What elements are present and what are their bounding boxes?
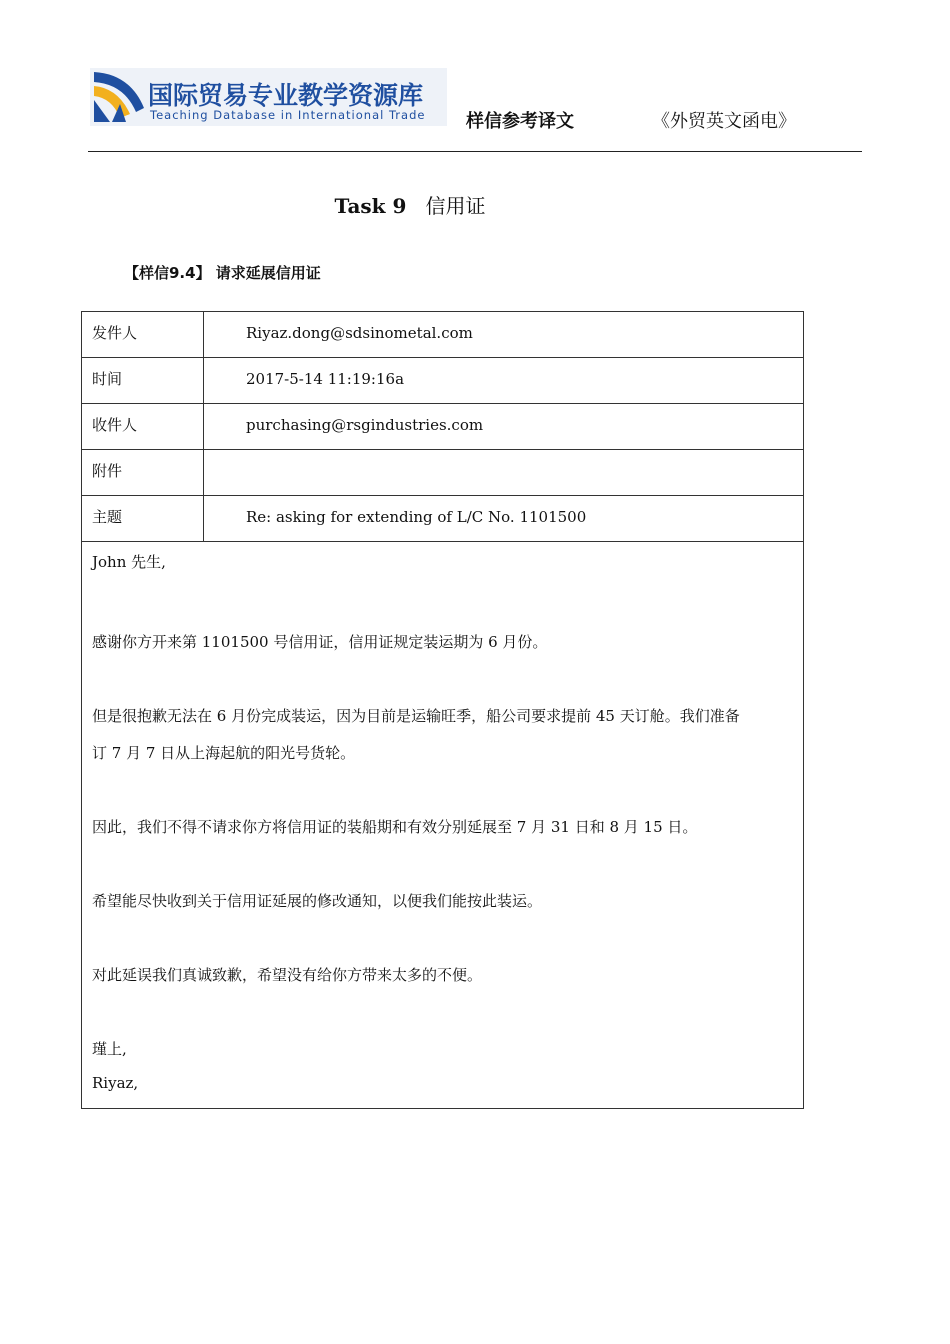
table-row xyxy=(82,496,804,542)
body-paragraph: 因此，我们不得不请求你方将信用证的装船期和有效分别延展至 7 月 31 日和 8 月 15 日。 xyxy=(92,818,698,836)
body-paragraph: 订 7 月 7 日从上海起航的阳光号货轮。 xyxy=(92,744,356,762)
email-body xyxy=(82,542,804,1109)
document-type: 样信参考译文 xyxy=(466,111,574,132)
body-paragraph: 希望能尽快收到关于信用证延展的修改通知，以便我们能按此装运。 xyxy=(92,892,543,910)
sender-value: Riyaz.dong@sdsinometal.com xyxy=(204,312,804,358)
field-label: 主题 xyxy=(82,496,204,542)
field-label: 发件人 xyxy=(82,312,204,358)
attachment-value xyxy=(204,450,804,496)
field-label: 收件人 xyxy=(82,404,204,450)
table-row xyxy=(82,542,804,1109)
logo xyxy=(90,68,447,126)
signature: Riyaz, xyxy=(92,1074,139,1092)
page-title xyxy=(0,190,820,219)
closing: 瑾上, xyxy=(92,1040,127,1058)
task-topic: 信用证 xyxy=(425,194,486,218)
field-label: 时间 xyxy=(82,358,204,404)
logo-english-text: Teaching Database in International Trade xyxy=(150,108,426,122)
greeting: John 先生, xyxy=(92,553,166,571)
subject-value: Re: asking for extending of L/C No. 1101500 xyxy=(204,496,804,542)
table-row xyxy=(82,358,804,404)
letter-label: 【样信9.4】 请求延展信用证 xyxy=(124,264,321,282)
logo-chinese-text: 国际贸易专业教学资源库 xyxy=(148,81,424,110)
field-label: 附件 xyxy=(82,450,204,496)
logo-emblem-icon xyxy=(90,68,148,126)
table-row xyxy=(82,312,804,358)
task-number: Task 9 xyxy=(334,194,407,218)
table-row xyxy=(82,450,804,496)
body-paragraph: 对此延误我们真诚致歉，希望没有给你方带来太多的不便。 xyxy=(92,966,483,984)
recipient-value: purchasing@rsgindustries.com xyxy=(204,404,804,450)
time-value: 2017-5-14 11:19:16a xyxy=(204,358,804,404)
body-paragraph: 感谢你方开来第 1101500 号信用证，信用证规定装运期为 6 月份。 xyxy=(92,633,548,651)
email-table xyxy=(81,311,804,1109)
table-row xyxy=(82,404,804,450)
book-title: 《外贸英文函电》 xyxy=(652,111,796,132)
body-paragraph: 但是很抱歉无法在 6 月份完成装运，因为目前是运输旺季，船公司要求提前 45 天订舱。我们准备 xyxy=(92,707,740,725)
header-divider xyxy=(88,151,862,152)
